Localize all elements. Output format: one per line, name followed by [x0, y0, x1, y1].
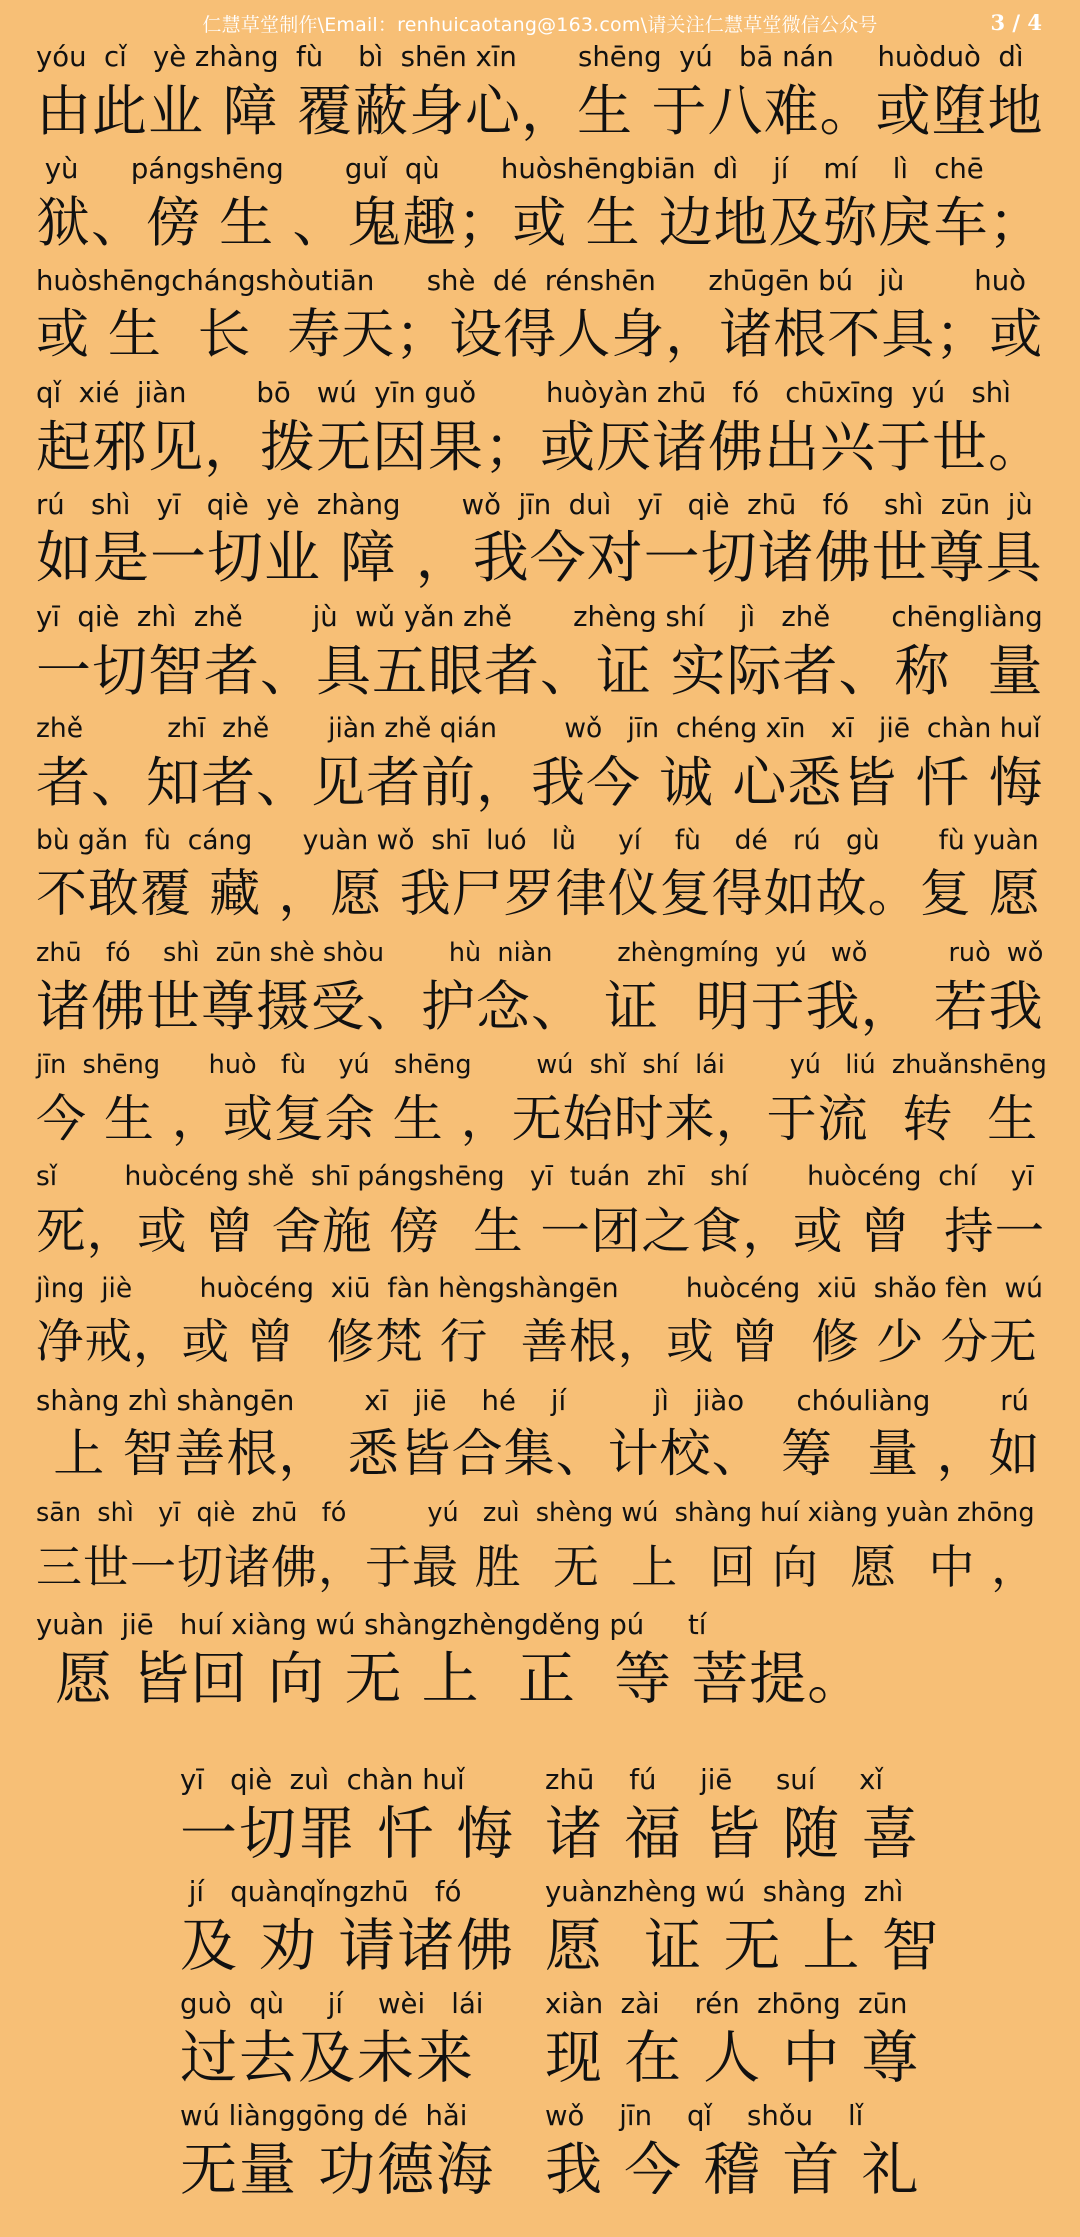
- pinyin-line: rú shì yī qiè yè zhàng wǒ jīn duì yī qiè zhū fó shì zūn jù: [36, 489, 1033, 521]
- verse-line: [180, 1763, 600, 1873]
- chinese-line: 我 今 稽 首 礼: [545, 2137, 921, 2203]
- page-header: 仁慧草堂制作\Email：renhuicaotang@163.com\请关注仁慧草堂微信公众号: [202, 14, 878, 36]
- chinese-line: 过去及未来: [180, 2025, 475, 2091]
- text-line: [36, 600, 1046, 712]
- text-line: [36, 1048, 1046, 1160]
- chinese-line: 不敢覆 藏 ，愿 我尸罗律仪复得如故。复 愿: [36, 865, 1041, 924]
- text-line: [36, 1272, 1046, 1384]
- text-line: [36, 40, 1046, 152]
- chinese-line: 或 生 长 寿天；设得人身，诸根不具；或: [36, 304, 1044, 365]
- pinyin-line: jìng jiè huòcéng xiū fàn hèngshàngēn huòcéng xiū shǎo fèn wú: [36, 1273, 1043, 1304]
- chinese-line: 愿 证 无 上 智: [545, 1913, 941, 1979]
- verse-line: [180, 2099, 600, 2209]
- pinyin-line: yuàn jiē huí xiàng wú shàngzhèngděng pú tí: [36, 1609, 707, 1641]
- pinyin-line: huòshēngchángshòutiān shè dé rénshēn zhūgēn bú jù huò: [36, 265, 1026, 297]
- pinyin-line: zhě zhī zhě jiàn zhě qián wǒ jīn chéng xīn xī jiē chàn huǐ: [36, 713, 1041, 744]
- chinese-line: 死，或 曾 舍施 傍 生 一团之食，或 曾 持一: [36, 1202, 1046, 1260]
- chinese-line: 一切智者、具五眼者、证 实际者、称 量: [36, 639, 1044, 703]
- pinyin-line: bù gǎn fù cáng yuàn wǒ shī luó lǜ yí fù dé rú gù fù yuàn: [36, 825, 1039, 856]
- chinese-line: 者、知者、见者前，我今 诚 心悉皆 忏 悔: [36, 751, 1044, 814]
- pinyin-line: yù pángshēng guǐ qù huòshēngbiān dì jí mí lì chē: [36, 153, 984, 185]
- text-line: [36, 1496, 1046, 1608]
- chinese-line: 狱、傍 生 、鬼趣；或 生 边地及弥戾车；: [36, 191, 1044, 254]
- chinese-line: 上 智善根， 悉皆合集、计校、 筹 量 ，如: [36, 1425, 1041, 1484]
- pinyin-line: shàng zhì shàngēn xī jiē hé jí jì jiào chóuliàng rú: [36, 1385, 1029, 1417]
- verse-line: [545, 1875, 965, 1985]
- page-number: 3 / 4: [990, 10, 1042, 35]
- pinyin-line: yī qiè zuì chàn huǐ: [180, 1764, 465, 1796]
- pinyin-line: yī qiè zhì zhě jù wǔ yǎn zhě zhèng shí jì zhě chēngliàng: [36, 601, 1043, 633]
- text-line: [36, 264, 1046, 376]
- pinyin-line: zhū fó shì zūn shè shòu hù niàn zhèngmíng yú wǒ ruò wǒ: [36, 938, 1044, 968]
- pinyin-line: guò qù jí wèi lái: [180, 1988, 484, 2020]
- pinyin-line: xiàn zài rén zhōng zūn: [545, 1988, 908, 2020]
- verse-line: [545, 1763, 965, 1873]
- chinese-line: 由此业 障 覆蔽身心，生 于八难。或堕地: [36, 79, 1044, 143]
- chinese-line: 起邪见，拨无因果；或厌诸佛出兴于世。: [36, 415, 1045, 479]
- verse-line: [180, 1875, 600, 1985]
- verse-line: [545, 1987, 965, 2097]
- chinese-line: 现 在 人 中 尊: [545, 2025, 921, 2091]
- pinyin-line: sǐ huòcéng shě shī pángshēng yī tuán zhī shí huòcéng chí yī: [36, 1161, 1034, 1192]
- verse-line: [545, 2099, 965, 2209]
- pinyin-line: jīn shēng huò fù yú shēng wú shǐ shí lái yú liú zhuǎnshēng: [36, 1050, 1047, 1080]
- text-line: [36, 712, 1046, 824]
- chinese-line: 三世一切诸佛，于最 胜 无 上 回 向 愿 中 ，: [36, 1540, 1039, 1594]
- chinese-line: 一切罪 忏 悔: [180, 1801, 516, 1867]
- chinese-line: 净戒，或 曾 修梵 行 善根，或 曾 修 少 分无: [36, 1315, 1038, 1370]
- pinyin-line: wú liànggōng dé hǎi: [180, 2100, 468, 2132]
- pinyin-line: yuànzhèng wú shàng zhì: [545, 1876, 904, 1908]
- text-line: [36, 1608, 1046, 1720]
- pinyin-line: jí quànqǐngzhū fó: [180, 1876, 462, 1908]
- pinyin-line: qǐ xié jiàn bō wú yīn guǒ huòyàn zhū fó chūxīng yú shì: [36, 377, 1011, 409]
- chinese-line: 诸佛世尊摄受、护念、 证 明于我， 若我: [36, 975, 1044, 1038]
- text-line: [36, 936, 1046, 1048]
- text-line: [36, 824, 1046, 936]
- text-line: [36, 488, 1046, 600]
- pinyin-line: zhū fú jiē suí xǐ: [545, 1764, 884, 1796]
- text-line: [36, 1160, 1046, 1272]
- pinyin-line: wǒ jīn qǐ shǒu lǐ: [545, 2100, 864, 2132]
- chinese-line: 及 劝 请诸佛: [180, 1913, 516, 1979]
- chinese-line: 今 生 ，或复余 生 ，无始时来，于流 转 生: [36, 1090, 1039, 1148]
- chinese-line: 愿 皆回 向 无 上 正 等 菩提。: [36, 1646, 866, 1712]
- chinese-line: 诸 福 皆 随 喜: [545, 1801, 921, 1867]
- chinese-line: 如是一切业 障 ，我今对一切诸佛世尊具: [36, 526, 1043, 591]
- pinyin-line: yóu cǐ yè zhàng fù bì shēn xīn shēng yú bā nán huòduò dì: [36, 41, 1024, 73]
- text-line: [36, 376, 1046, 488]
- text-line: [36, 1384, 1046, 1496]
- verse-line: [180, 1987, 600, 2097]
- text-line: [36, 152, 1046, 264]
- pinyin-line: sān shì yī qiè zhū fó yú zuì shèng wú shàng huí xiàng yuàn zhōng: [36, 1498, 1035, 1528]
- chinese-line: 无量 功德海: [180, 2137, 496, 2203]
